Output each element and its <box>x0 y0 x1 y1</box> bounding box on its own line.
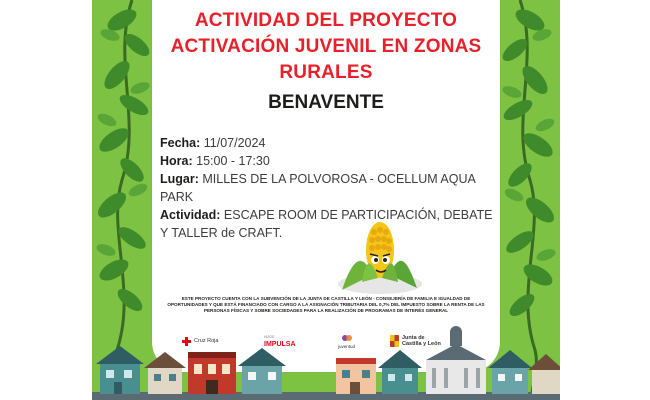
hora-value: 15:00 - 17:30 <box>196 154 270 168</box>
lugar-value: MILLES DE LA POLVOROSA - OCELLUM AQUA PARK <box>160 172 476 204</box>
fecha-row <box>160 134 500 152</box>
actividad-label: Actividad: <box>160 208 221 222</box>
house-icon <box>378 350 422 394</box>
cruz-roja-label: Cruz Roja <box>194 338 219 344</box>
title-line-3: RURALES <box>279 62 373 83</box>
hijos-label: HIJOS <box>264 335 275 339</box>
title-line-1: ACTIVIDAD DEL PROYECTO <box>194 10 458 31</box>
house-icon <box>488 350 532 394</box>
hora-row <box>160 152 500 170</box>
house-icon <box>144 352 186 394</box>
house-icon <box>188 352 236 394</box>
actividad-value: ESCAPE ROOM DE PARTICIPACIÓN, DEBATE Y TALLER de CRAFT. <box>160 208 493 240</box>
page-title <box>152 8 500 86</box>
fecha-value: 11/07/2024 <box>203 136 266 150</box>
poster <box>92 0 560 400</box>
house-icon <box>96 346 144 394</box>
corn-mascot-icon <box>322 220 432 300</box>
house-icon <box>336 358 376 394</box>
juventud-label: juventud <box>338 343 356 349</box>
fecha-label: Fecha: <box>160 136 201 150</box>
lugar-row <box>160 170 500 206</box>
house-icon <box>426 326 486 394</box>
house-icon <box>528 354 560 394</box>
info-card <box>152 0 500 372</box>
impulsa-label: IMPULSA <box>264 341 296 348</box>
house-icon <box>238 348 286 394</box>
legal-notice: ESTE PROYECTO CUENTA CON LA SUBVENCIÓN DE LA JUNTA DE CASTILLA Y LEÓN - CONSEJERÍA DE FAMILIA E IGUALDAD DE OPORTUNIDADES Y QUE ESTÁ FINANCIADO CON CARGO A LA ASIGNACIÓN TRIBUTARIA DEL 0,7% DEL IMPUESTO SOBRE LA RENTA DE LAS PERSONAS FÍSICAS Y SOBRE SOCIEDADES PARA LA REALIZACIÓN DE PROGRAMAS DE INTERÉS GENERAL <box>167 296 485 313</box>
town-skyline-icon <box>92 322 560 400</box>
location-heading: BENAVENTE <box>268 92 384 113</box>
title-line-2: ACTIVACIÓN JUVENIL EN ZONAS <box>170 36 482 57</box>
junta-line-2: Castilla y León <box>402 341 441 347</box>
hora-label: Hora: <box>160 154 193 168</box>
junta-line-1: Junta de <box>402 335 425 341</box>
lugar-label: Lugar: <box>160 172 199 186</box>
